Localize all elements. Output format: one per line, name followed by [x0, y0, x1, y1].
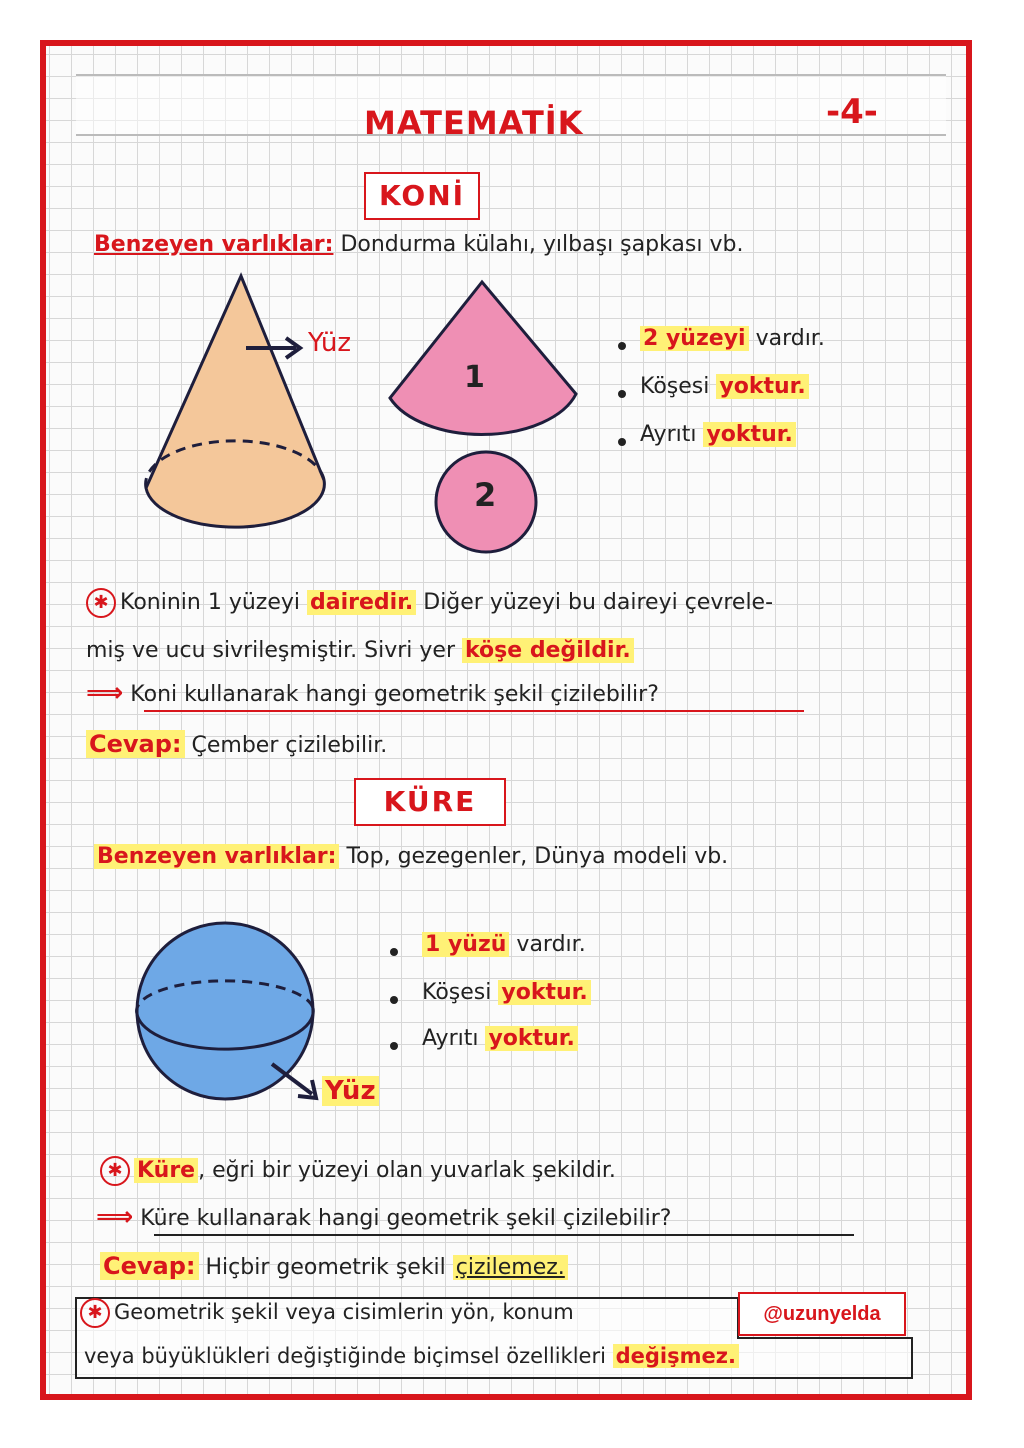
- kure-question-text: Küre kullanarak hangi geometrik şekil çizilebilir?: [140, 1206, 672, 1231]
- author-handle: @uzunyelda: [738, 1292, 906, 1336]
- kure-title: KÜRE: [354, 778, 506, 826]
- koni-similar-text: Dondurma külahı, yılbaşı şapkası vb.: [340, 232, 744, 257]
- koni-bullet-3-pre: Ayrıtı: [640, 422, 704, 447]
- kure-bullet-1-rest: vardır.: [509, 932, 586, 957]
- kure-bullet-2-pre: Köşesi: [422, 980, 499, 1005]
- yuz-arrow-icon: [242, 332, 312, 362]
- arrow-right-icon: ⟹: [86, 678, 124, 708]
- kure-bullet-3-pre: Ayrıtı: [422, 1026, 486, 1051]
- footer-note-line2-text: veya büyüklükleri değiştiğinde biçimsel özellikleri: [84, 1344, 613, 1368]
- kure-answer-highlight: çizilemez.: [453, 1255, 568, 1280]
- kure-bullet-2-highlight: yoktur.: [498, 980, 590, 1005]
- kure-bullet-3: [422, 1026, 578, 1051]
- page-title: MATEMATİK: [364, 104, 584, 142]
- bullet-dot: [390, 1042, 398, 1050]
- cone-net-drawing: [382, 274, 582, 564]
- kure-similar: [94, 844, 728, 869]
- kure-bullet-1-highlight: 1 yüzü: [422, 932, 509, 957]
- kure-similar-text: Top, gezegenler, Dünya modeli vb.: [346, 844, 729, 869]
- cone-body: [146, 276, 324, 527]
- kure-yuz-label: [322, 1076, 379, 1106]
- bullet-dot: [390, 948, 398, 956]
- page-frame: [40, 40, 972, 1400]
- kure-bullet-3-highlight: yoktur.: [485, 1026, 577, 1051]
- footer-note-line1-text: Geometrik şekil veya cisimlerin yön, konum: [114, 1300, 574, 1324]
- kure-note: [100, 1156, 616, 1186]
- bullet-dot: [390, 996, 398, 1004]
- koni-note-line1-a: Koninin 1 yüzeyi: [120, 590, 307, 615]
- footer-note-line2: [84, 1344, 739, 1368]
- bullet-dot: [618, 438, 626, 446]
- net-sector: [390, 282, 576, 434]
- kure-note-text: , eğri bir yüzeyi olan yuvarlak şekildir.: [198, 1158, 616, 1183]
- koni-bullet-2-pre: Köşesi: [640, 374, 717, 399]
- bullet-dot: [618, 390, 626, 398]
- kure-question: [96, 1202, 671, 1232]
- koni-note-line2-highlight: köşe değildir.: [462, 638, 634, 663]
- kure-similar-label: Benzeyen varlıklar:: [94, 844, 339, 869]
- star-icon: ✱: [86, 588, 116, 618]
- koni-note-line2-a: miş ve ucu sivrileşmiştir. Sivri yer: [86, 638, 462, 663]
- koni-bullet-2: [640, 374, 809, 399]
- koni-note-line1-highlight: dairedir.: [307, 590, 416, 615]
- koni-bullet-3-highlight: yoktur.: [703, 422, 795, 447]
- net-label-1: 1: [464, 360, 485, 395]
- koni-answer-text: Çember çizilebilir.: [191, 733, 388, 758]
- koni-note-line1: [86, 588, 773, 618]
- yuz-arrow-icon: [268, 1058, 328, 1106]
- koni-similar-label: Benzeyen varlıklar:: [94, 232, 334, 257]
- koni-answer: [86, 730, 387, 758]
- star-icon: ✱: [80, 1298, 110, 1328]
- koni-bullet-1-rest: vardır.: [748, 326, 825, 351]
- footer-note-line2-highlight: değişmez.: [613, 1344, 739, 1368]
- kure-bullet-1: [422, 932, 586, 957]
- koni-question-underline: [144, 710, 804, 712]
- koni-note-line2: [86, 638, 634, 663]
- koni-yuz-label: Yüz: [308, 328, 352, 358]
- cone-drawing: [136, 270, 336, 548]
- kure-answer-text: Hiçbir geometrik şekil: [205, 1255, 453, 1280]
- koni-question-text: Koni kullanarak hangi geometrik şekil çizilebilir?: [130, 682, 659, 707]
- kure-question-underline: [154, 1234, 854, 1236]
- star-icon: ✱: [100, 1156, 130, 1186]
- koni-note-line1-b: Diğer yüzeyi bu daireyi çevrele-: [416, 590, 774, 615]
- net-label-2: 2: [474, 476, 497, 514]
- bullet-dot: [618, 342, 626, 350]
- arrow-right-icon: ⟹: [96, 1202, 134, 1232]
- footer-note-line1: [80, 1298, 574, 1328]
- kure-answer-label: Cevap:: [100, 1252, 199, 1280]
- koni-title: KONİ: [364, 172, 480, 220]
- koni-answer-label: Cevap:: [86, 730, 185, 758]
- koni-question: [86, 678, 659, 708]
- koni-similar: [94, 232, 743, 257]
- kure-yuz-label-text: Yüz: [322, 1076, 379, 1106]
- koni-bullet-1: [640, 326, 825, 351]
- kure-note-highlight: Küre: [134, 1158, 198, 1183]
- kure-answer: [100, 1252, 568, 1280]
- koni-bullet-3: [640, 422, 796, 447]
- page-number: -4-: [826, 92, 878, 132]
- koni-bullet-2-highlight: yoktur.: [716, 374, 808, 399]
- koni-bullet-1-highlight: 2 yüzeyi: [640, 326, 749, 351]
- kure-bullet-2: [422, 980, 591, 1005]
